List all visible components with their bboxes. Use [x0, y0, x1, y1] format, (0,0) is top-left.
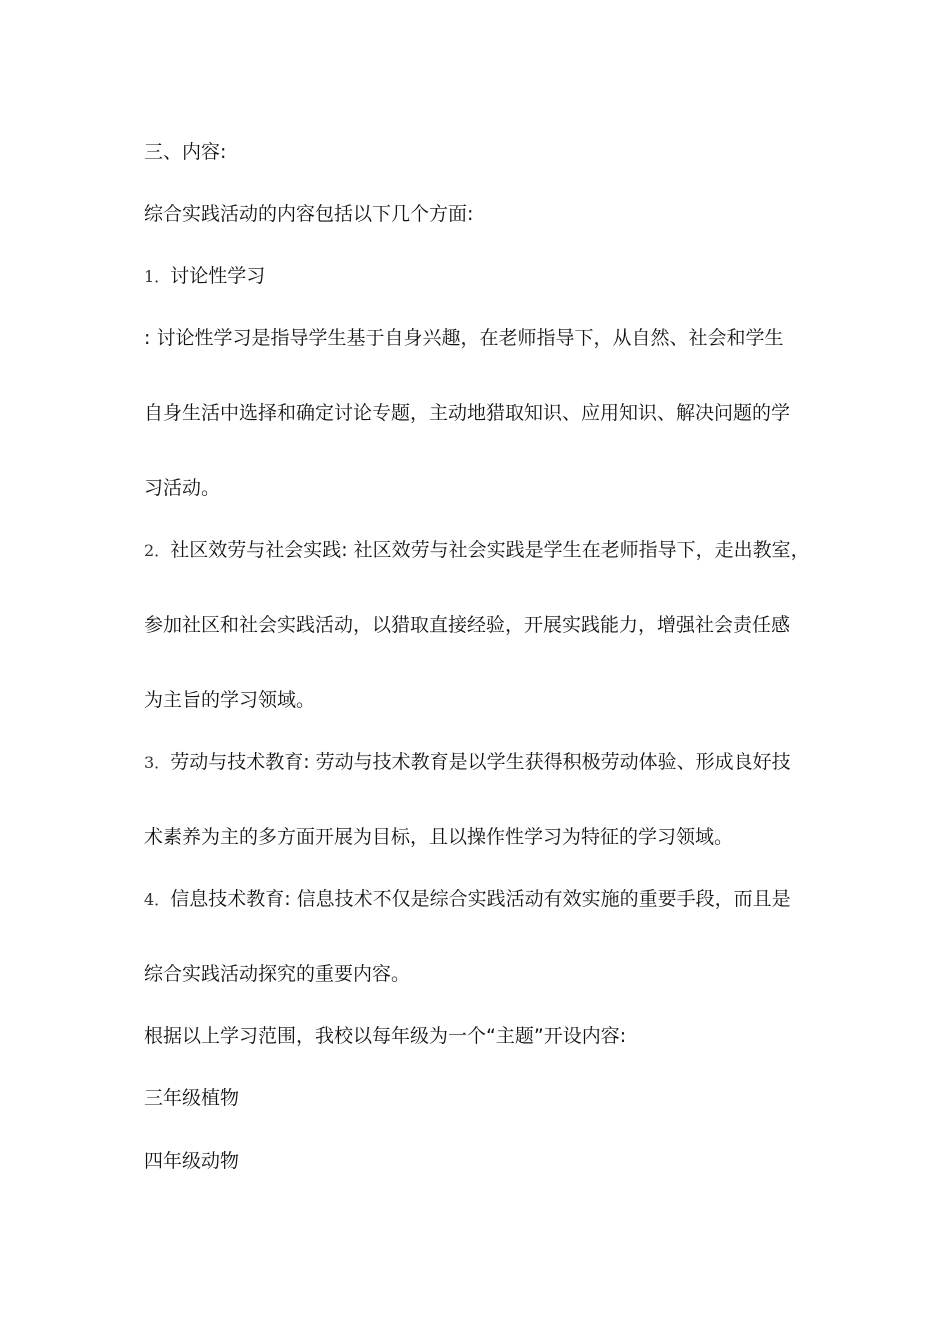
item-1-title-text: 讨论性学习: [170, 265, 266, 287]
item-3-line-1: [144, 750, 791, 775]
item-1-title: [144, 264, 265, 289]
item-3-line-1-text: 劳动与技术教育: 劳动与技术教育是以学生获得积极劳动体验、形成良好技: [170, 751, 791, 773]
item-3-number: 3．: [144, 753, 171, 772]
item-1-line-2: 自身生活中选择和确定讨论专题，主动地猎取知识、应用知识、解决问题的学: [144, 402, 791, 424]
item-4-line-1-text: 信息技术教育: 信息技术不仅是综合实践活动有效实施的重要手段，而且是: [170, 888, 791, 910]
section-heading: 三、内容:: [144, 141, 227, 163]
item-1-line-3: 习活动。: [144, 477, 221, 499]
item-1-line-1: : 讨论性学习是指导学生基于自身兴趣，在老师指导下，从自然、社会和学生: [144, 327, 784, 349]
summary-paragraph: 根据以上学习范围，我校以每年级为一个“主题”开设内容:: [144, 1025, 627, 1047]
item-2-line-1: [144, 538, 810, 563]
item-3-line-2: 术素养为主的多方面开展为目标，且以操作性学习为特征的学习领域。: [144, 826, 734, 848]
item-2-line-1-text: 社区效劳与社会实践: 社区效劳与社会实践是学生在老师指导下，走出教室，: [170, 539, 810, 561]
intro-paragraph: 综合实践活动的内容包括以下几个方面:: [144, 203, 474, 225]
item-1-number: 1．: [144, 267, 171, 286]
grade-item: 四年级动物: [144, 1150, 240, 1172]
item-2-number: 2．: [144, 541, 171, 560]
grade-item: 三年级植物: [144, 1087, 240, 1109]
item-4-number: 4．: [144, 890, 171, 909]
item-2-line-2: 参加社区和社会实践活动，以猎取直接经验，开展实践能力，增强社会责任感: [144, 614, 791, 636]
item-4-line-1: [144, 887, 791, 912]
item-4-line-2: 综合实践活动探究的重要内容。: [144, 963, 411, 985]
item-2-line-3: 为主旨的学习领域。: [144, 689, 316, 711]
